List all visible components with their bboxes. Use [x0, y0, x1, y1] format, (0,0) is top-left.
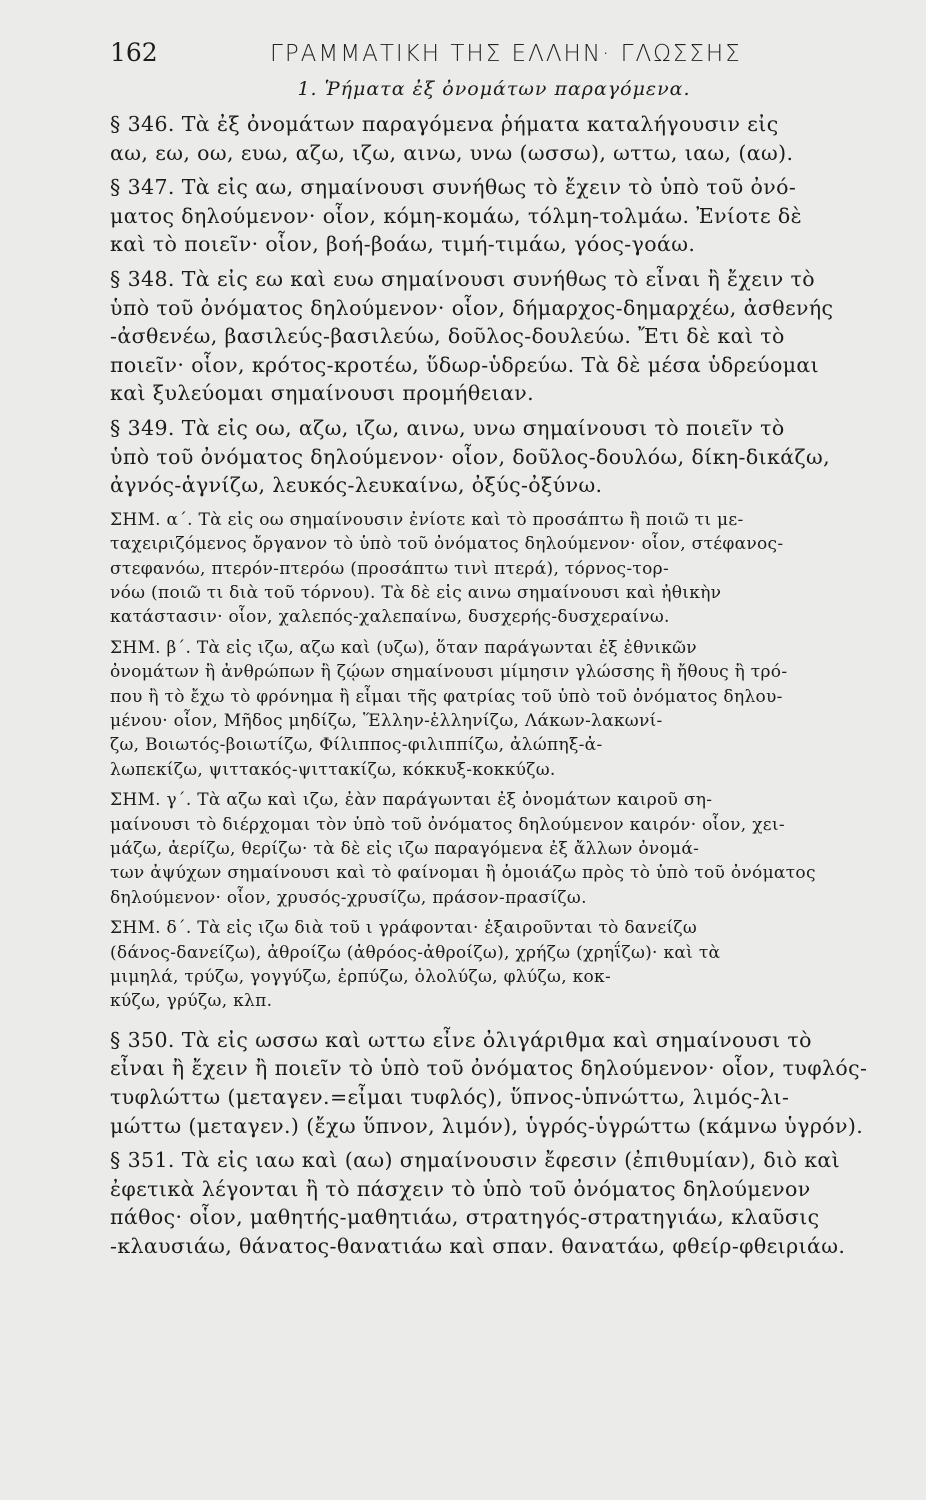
note-gamma [110, 788, 878, 910]
note-line: των ἀψύχων σημαίνουσι καὶ τὸ φαίνομαι ἢ ὁμοιάζω πρὸς τὸ ὑπὸ τοῦ ὀνόματος [110, 863, 816, 884]
paragraph-349 [110, 414, 878, 500]
section-heading: 1. Ῥήματα ἐξ ὀνομάτων παραγόμενα. [297, 78, 691, 100]
page-header [110, 38, 878, 78]
paragraph-350 [110, 1026, 878, 1140]
text-line: § 351. Τὰ εἰς ιαω καὶ (αω) σημαίνουσιν ἔφεσιν (ἐπιθυμίαν), διὸ καὶ [110, 1148, 841, 1173]
note-line: ΣΗΜ. β΄. Τὰ εἰς ιζω, αζω καὶ (υζω), ὅταν παράγωνται ἐξ ἐθνικῶν [110, 637, 697, 658]
note-line: μαίνουσι τὸ διέρχομαι τὸν ὑπὸ τοῦ ὀνόματος δηλούμενον καιρόν· οἷον, χει- [110, 814, 785, 835]
note-line: λωπεκίζω, ψιττακός-ψιττακίζω, κόκκυξ-κοκκύζω. [110, 759, 556, 780]
text-line: ματος δηλούμενον· οἷον, κόμη-κομάω, τόλμη-τολμάω. Ἐνίοτε δὲ [110, 203, 803, 228]
note-line: δηλούμενον· οἷον, χρυσός-χρυσίζω, πράσον-πρασίζω. [110, 887, 587, 908]
paragraph-348 [110, 265, 878, 408]
note-beta [110, 636, 878, 782]
text-line: τυφλώττω (μεταγεν.=εἶμαι τυφλός), ὕπνος-ὑπνώττω, λιμός-λι- [110, 1085, 790, 1110]
text-line: ὑπὸ τοῦ ὀνόματος δηλούμενον· οἷον, δοῦλος-δουλόω, δίκη-δικάζω, [110, 444, 831, 469]
paragraph-347 [110, 173, 878, 259]
paragraph-346 [110, 110, 878, 167]
paragraph-351 [110, 1146, 878, 1260]
note-line: κύζω, γρύζω, κλπ. [110, 991, 273, 1012]
note-line: (δάνος-δανείζω), ἀθροίζω (ἀθρόος-ἀθροίζω), χρήζω (χρηΐζω)· καὶ τὰ [110, 942, 721, 963]
note-delta [110, 916, 878, 1014]
note-line: νόω (ποιῶ τι διὰ τοῦ τόρνου). Τὰ δὲ εἰς αινω σημαίνουσι καὶ ἠθικὴν [110, 582, 722, 603]
text-line: ἀγνός-ἁγνίζω, λευκός-λευκαίνω, ὀξύς-ὀξύνω. [110, 473, 603, 498]
running-title: ΓΡΑΜΜΑΤΙΚΗ ΤΗΣ ΕΛΛΗΝ· ΓΛΩΣΣΗΣ [270, 41, 742, 67]
note-line: ΣΗΜ. γ΄. Τὰ αζω καὶ ιζω, ἐὰν παράγωνται ἐξ ὀνομάτων καιροῦ ση- [110, 790, 713, 811]
text-line: ἐφετικὰ λέγονται ἢ τὸ πάσχειν τὸ ὑπὸ τοῦ ὀνόματος δηλούμενον [110, 1176, 811, 1201]
text-line: καὶ ξυλεύομαι σημαίνουσι προμήθειαν. [110, 381, 535, 406]
text-line: § 350. Τὰ εἰς ωσσω καὶ ωττω εἶνε ὀλιγάριθμα καὶ σημαίνουσι τὸ [110, 1027, 812, 1052]
note-line: ζω, Βοιωτός-βοιωτίζω, Φίλιππος-φιλιππίζω, ἀλώπηξ-ἀ- [110, 735, 603, 756]
note-line: μιμηλά, τρύζω, γογγύζω, ἑρπύζω, ὀλολύζω, φλύζω, κοκ- [110, 967, 612, 988]
text-line: § 349. Τὰ εἰς οω, αζω, ιζω, αινω, υνω σημαίνουσι τὸ ποιεῖν τὸ [110, 415, 785, 440]
text-line: ποιεῖν· οἷον, κρότος-κροτέω, ὕδωρ-ὑδρεύω. Τὰ δὲ μέσα ὑδρεύομαι [110, 352, 820, 377]
text-line: αω, εω, οω, ευω, αζω, ιζω, αινω, υνω (ωσσω), ωττω, ιαω, (αω). [110, 140, 794, 165]
text-line: καὶ τὸ ποιεῖν· οἷον, βοή-βοάω, τιμή-τιμάω, γόος-γοάω. [110, 232, 696, 257]
text-line: § 347. Τὰ εἰς αω, σημαίνουσι συνήθως τὸ ἔχειν τὸ ὑπὸ τοῦ ὀνό- [110, 175, 797, 200]
note-line: μένου· οἷον, Μῆδος μηδίζω, Ἕλλην-ἑλληνίζω, Λάκων-λακωνί- [110, 710, 663, 731]
text-line: -κλαυσιάω, θάνατος-θανατιάω καὶ σπαν. θανατάω, φθείρ-φθειριάω. [110, 1234, 846, 1258]
note-alpha [110, 508, 878, 630]
note-line: ὀνομάτων ἢ ἀνθρώπων ἢ ζῴων σημαίνουσι μίμησιν γλώσσης ἢ ἤθους ἢ τρό- [110, 662, 788, 683]
text-line: εἶναι ἢ ἔχειν ἢ ποιεῖν τὸ ὑπὸ τοῦ ὀνόματος δηλούμενον· οἷον, τυφλός- [110, 1056, 868, 1081]
note-line: ΣΗΜ. δ΄. Τὰ εἰς ιζω διὰ τοῦ ι γράφονται· ἐξαιροῦνται τὸ δανείζω [110, 918, 698, 939]
note-line: κατάστασιν· οἷον, χαλεπός-χαλεπαίνω, δυσχερής-δυσχεραίνω. [110, 607, 670, 628]
note-line: ταχειριζόμενος ὄργανον τὸ ὑπὸ τοῦ ὀνόματος δηλούμενον· οἷον, στέφανος- [110, 534, 784, 555]
text-line: πάθος· οἷον, μαθητής-μαθητιάω, στρατηγός-στρατηγιάω, κλαῦσις [110, 1205, 820, 1230]
page-number: 162 [110, 38, 158, 67]
text-line: § 348. Τὰ εἰς εω καὶ ευω σημαίνουσι συνήθως τὸ εἶναι ἢ ἔχειν τὸ [110, 266, 816, 291]
note-line: μάζω, ἀερίζω, θερίζω· τὰ δὲ εἰς ιζω παραγόμενα ἐξ ἄλλων ὀνομά- [110, 839, 700, 859]
note-line: στεφανόω, πτερόν-πτερόω (προσάπτω τινὶ πτερά), τόρνος-τορ- [110, 558, 669, 579]
note-line: ΣΗΜ. α΄. Τὰ εἰς οω σημαίνουσιν ἐνίοτε καὶ τὸ προσάπτω ἢ ποιῶ τι με- [110, 509, 744, 530]
notes-section [110, 508, 878, 1014]
note-line: που ἢ τὸ ἔχω τὸ φρόνημα ἢ εἶμαι τῆς φατρίας τοῦ ὑπὸ τοῦ ὀνόματος δηλου- [110, 686, 783, 707]
text-line: -ἀσθενέω, βασιλεύς-βασιλεύω, δοῦλος-δουλεύω. Ἔτι δὲ καὶ τὸ [110, 324, 785, 349]
text-line: μώττω (μεταγεν.) (ἔχω ὕπνον, λιμόν), ὑγρός-ὑγρώττω (κάμνω ὑγρόν). [110, 1113, 864, 1138]
text-line: § 346. Τὰ ἐξ ὀνομάτων παραγόμενα ῥήματα καταλήγουσιν εἰς [110, 112, 779, 136]
text-line: ὑπὸ τοῦ ὀνόματος δηλούμενον· οἷον, δήμαρχος-δημαρχέω, ἀσθενής [110, 295, 834, 320]
